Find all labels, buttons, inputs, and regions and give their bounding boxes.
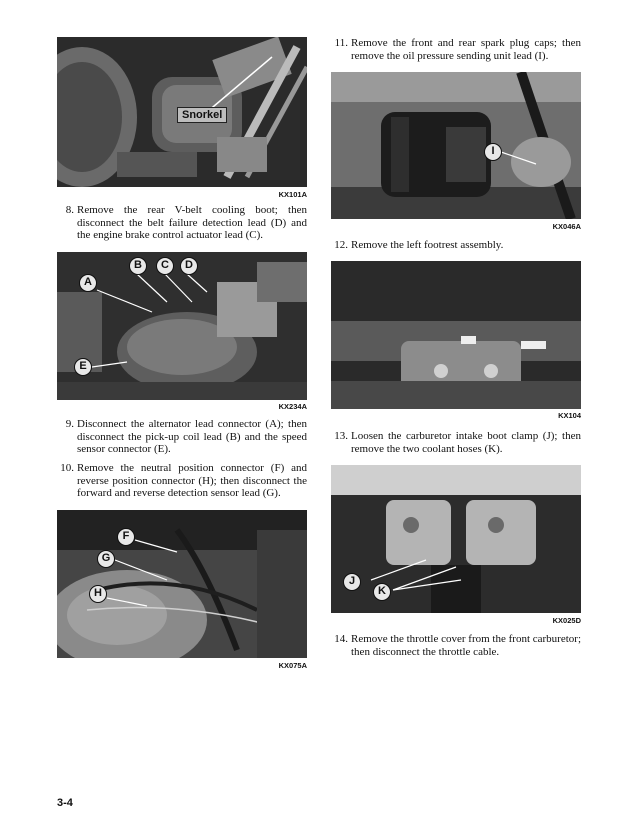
step-12 bbox=[331, 239, 581, 252]
step-8 bbox=[57, 204, 307, 242]
photo-drawing bbox=[57, 510, 307, 658]
photo-drawing bbox=[331, 72, 581, 219]
step-text: Remove the front and rear spark plug caps; then remove the oil pressure sending unit lead (I). bbox=[351, 37, 581, 62]
step-text: Remove the left footrest assembly. bbox=[351, 239, 504, 251]
photo-carburetor-boot bbox=[331, 465, 581, 613]
step-13 bbox=[331, 430, 581, 455]
step-text: Remove the throttle cover from the front carburetor; then disconnect the throttle cable. bbox=[351, 633, 581, 658]
figure-code: KX046A bbox=[552, 222, 581, 231]
callout-f: F bbox=[117, 528, 135, 546]
callout-i: I bbox=[484, 143, 502, 161]
step-14 bbox=[331, 633, 581, 658]
step-text: Loosen the carburetor intake boot clamp (J); then remove the two coolant hoses (K). bbox=[351, 430, 581, 455]
step-9 bbox=[57, 418, 307, 456]
callout-g: G bbox=[97, 550, 115, 568]
photo-position-connectors bbox=[57, 510, 307, 658]
photo-drawing bbox=[57, 252, 307, 400]
step-11 bbox=[331, 37, 581, 62]
label-snorkel: Snorkel bbox=[177, 107, 227, 123]
callout-h: H bbox=[89, 585, 107, 603]
step-number: 11. bbox=[334, 37, 348, 49]
step-number: 8. bbox=[65, 204, 74, 216]
step-number: 13. bbox=[334, 430, 348, 442]
page-number: 3-4 bbox=[57, 797, 73, 809]
step-number: 10. bbox=[60, 462, 74, 474]
callout-c: C bbox=[156, 257, 174, 275]
figure-code: KX104 bbox=[558, 411, 581, 420]
callout-k: K bbox=[373, 583, 391, 601]
callout-b: B bbox=[129, 257, 147, 275]
step-number: 9. bbox=[65, 418, 74, 430]
figure-code: KX234A bbox=[278, 402, 307, 411]
callout-d: D bbox=[180, 257, 198, 275]
step-10 bbox=[57, 462, 307, 500]
step-text: Remove the rear V-belt cooling boot; then disconnect the belt failure detection lead (D) and the engine brake control actuator lead (C). bbox=[77, 204, 307, 241]
step-text: Disconnect the alternator lead connector (A); then disconnect the pick-up coil lead (B) and the speed sensor connector (E). bbox=[77, 418, 307, 455]
step-number: 14. bbox=[334, 633, 348, 645]
photo-drawing bbox=[331, 261, 581, 409]
photo-cooling-boot-leads bbox=[57, 252, 307, 400]
photo-rear-v-belt-boot bbox=[57, 37, 307, 187]
callout-a: A bbox=[79, 274, 97, 292]
photo-drawing bbox=[331, 465, 581, 613]
step-number: 12. bbox=[334, 239, 348, 251]
figure-code: KX025D bbox=[552, 616, 581, 625]
callout-j: J bbox=[343, 573, 361, 591]
photo-oil-filter bbox=[331, 72, 581, 219]
callout-e: E bbox=[74, 358, 92, 376]
step-text: Remove the neutral position connector (F) and reverse position connector (H); then disconnect the forward and reverse detection sensor lead (G). bbox=[77, 462, 307, 499]
figure-code: KX075A bbox=[278, 661, 307, 670]
figure-code: KX101A bbox=[278, 190, 307, 199]
photo-left-footrest bbox=[331, 261, 581, 409]
